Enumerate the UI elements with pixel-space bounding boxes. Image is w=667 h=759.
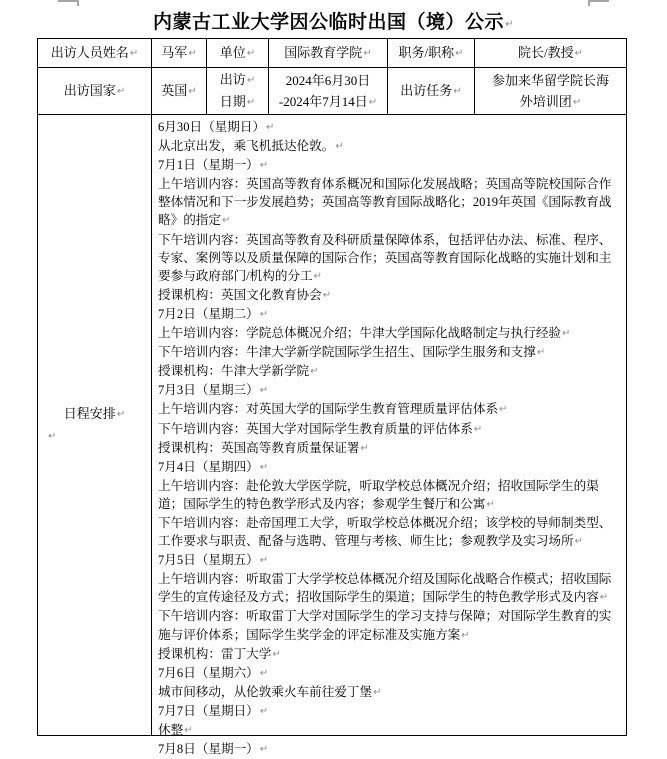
cell-name-value (152, 39, 207, 68)
schedule-paragraph: 7月1日（星期一）↵ (158, 158, 269, 173)
paragraph-mark-icon: ↵ (335, 141, 344, 153)
schedule-label-wrap (40, 116, 149, 734)
schedule-label: 日程安排↵ (63, 406, 126, 421)
text-boundary-mark-top-right-tick (588, 0, 590, 6)
cell-name-label (38, 39, 152, 68)
schedule-paragraph: 下午培训内容：英国大学对国际学生教育质量的评估体系↵ (158, 421, 483, 436)
country-label: 出访国家 (63, 82, 116, 98)
paragraph-mark-icon: ↵ (116, 409, 126, 420)
cell-task-label (388, 68, 475, 115)
task-label: 出访任务 (400, 82, 453, 98)
schedule-paragraph: 城市间移动，从伦敦乘火车前往爱丁堡↵ (158, 684, 382, 699)
paragraph-mark-icon: ↵ (246, 97, 256, 108)
cell-date-value (269, 68, 388, 115)
paragraph-mark-icon: ↵ (572, 96, 582, 108)
schedule-paragraph: 7月2日（星期二）↵ (158, 306, 269, 321)
schedule-paragraph: 从北京出发，乘飞机抵达伦敦。↵ (158, 139, 344, 154)
name-label: 出访人员姓名 (50, 44, 129, 60)
position-label: 职务/职称 (398, 44, 455, 60)
paragraph-mark-icon: ↵ (310, 366, 319, 378)
paragraph-mark-icon: ↵ (246, 47, 256, 59)
text-boundary-mark-top-left-tick (77, 0, 79, 6)
paragraph-mark-icon: ↵ (599, 592, 609, 604)
schedule-paragraph: 上午培训内容：赴伦敦大学医学院，听取学校总体概况介绍；招收国际学生的渠道；国际学生的特色教学形式及内容；参观学生餐厅和公寓↵ (158, 478, 599, 511)
paragraph-mark-icon: ↵ (373, 686, 382, 698)
schedule-label-empty-paragraph (40, 425, 149, 447)
unit-label: 单位 (219, 44, 246, 60)
schedule-paragraph: 下午培训内容：牛津大学新学院国际学生招生、国际学生服务和支撑↵ (158, 345, 546, 360)
paragraph-mark-icon: ↵ (574, 47, 583, 59)
cell-country-value (152, 68, 207, 115)
paragraph-mark-icon: ↵ (505, 19, 514, 30)
table-row-trip (38, 68, 627, 115)
paragraph-mark-icon: ↵ (313, 270, 323, 282)
cell-unit-value (269, 39, 388, 68)
paragraph-mark-icon: ↵ (360, 442, 369, 454)
cell-schedule-content (152, 115, 627, 757)
date-value-line1: 2024年6月30日 (285, 72, 371, 88)
schedule-paragraph: 休整↵ (158, 723, 193, 737)
schedule-paragraph: 上午培训内容：学院总体概况介绍；牛津大学国际化战略制定与执行经验↵ (158, 326, 571, 341)
paragraph-mark-icon: ↵ (221, 215, 231, 227)
table-row-schedule (38, 115, 627, 736)
schedule-paragraph: 7月3日（星期三）↵ (158, 383, 269, 398)
document-title (0, 7, 667, 34)
date-value-line2: -2024年7月14日↵ (278, 93, 378, 109)
paragraph-mark-icon: ↵ (48, 431, 57, 442)
paragraph-mark-icon: ↵ (188, 47, 197, 59)
task-value-line2: 外培训团↵ (519, 93, 582, 109)
paragraph-mark-icon: ↵ (486, 498, 495, 510)
paragraph-mark-icon: ↵ (368, 96, 378, 108)
schedule-paragraph: 授课机构：雷丁大学↵ (158, 646, 281, 661)
text-boundary-mark-top-right (588, 0, 609, 2)
paragraph-mark-icon: ↵ (259, 705, 269, 717)
paragraph-mark-icon: ↵ (259, 160, 269, 172)
schedule-paragraph: 6月30日（星期日）↵ (158, 120, 275, 134)
paragraph-mark-icon: ↵ (188, 85, 197, 97)
schedule-paragraph: 7月5日（星期五）↵ (158, 553, 269, 568)
schedule-paragraph: 7月4日（星期四）↵ (158, 459, 269, 474)
cell-schedule-label (38, 115, 152, 736)
paragraph-mark-icon: ↵ (184, 725, 193, 736)
paragraph-mark-icon: ↵ (259, 308, 269, 320)
cell-unit-label (207, 39, 269, 68)
paragraph-mark-icon: ↵ (455, 47, 464, 59)
paragraph-mark-icon: ↵ (246, 75, 256, 86)
position-value: 院长/教授 (517, 44, 574, 60)
paragraph-mark-icon: ↵ (259, 667, 269, 679)
schedule-paragraph: 下午培训内容：英国高等教育及科研质量保障体系，包括评估办法、标准、程序、专家、案例等以及质量保障的国际合作；英国高等教育国际化战略的实施计划和主要参与政府部门/机构的分工↵ (158, 232, 612, 283)
paragraph-mark-icon: ↵ (259, 385, 269, 397)
date-label-line2: 日期↵ (219, 94, 256, 109)
schedule-paragraph: 授课机构：牛津大学新学院↵ (158, 364, 319, 379)
cell-position-label (388, 39, 475, 68)
schedule-paragraph: 授课机构：英国文化教育协会↵ (158, 287, 332, 302)
table-row-person (38, 39, 627, 68)
paragraph-mark-icon: ↵ (322, 289, 332, 301)
schedule-paragraph: 7月7日（星期日）↵ (158, 703, 269, 718)
paragraph-mark-icon: ↵ (259, 555, 269, 567)
trip-info-table (37, 38, 627, 757)
task-value-line1: 参加来华留学院长海 (491, 72, 609, 88)
paragraph-mark-icon: ↵ (272, 648, 281, 660)
document-title-text: 内蒙古工业大学因公临时出国（境）公示 (153, 12, 505, 33)
paragraph-mark-icon: ↵ (562, 328, 571, 340)
paragraph-mark-icon: ↵ (499, 404, 508, 416)
schedule-paragraph: 下午培训内容：赴帝国理工大学，听取学校总体概况介绍；该学校的导师制类型、工作要求与职责、配备与选聘、管理与考核、师生比；参观教学及实习场所↵ (158, 515, 612, 549)
schedule-paragraph: 7月6日（星期六）↵ (158, 665, 269, 680)
paragraph-mark-icon: ↵ (363, 47, 372, 59)
schedule-paragraph: 上午培训内容：听取雷丁大学学校总体概况介绍及国际化战略合作模式；招收国际学生的宣传途径及方式；招收国际学生的渠道；国际学生的特色教学形式及内容↵ (158, 572, 612, 605)
cell-country-label (38, 68, 152, 115)
text-boundary-mark-top-left (58, 0, 79, 2)
schedule-paragraph: 上午培训内容：英国高等教育体系概况和国际化发展战略；英国高等院校国际合作整体情况和下一步发展趋势；英国高等教育国际战略化；2019年英国《国际教育战略》的指定↵ (158, 177, 612, 228)
country-value: 英国 (161, 82, 188, 98)
paragraph-mark-icon: ↵ (259, 744, 269, 756)
schedule-paragraph: 7月8日（星期一）↵ (158, 742, 269, 757)
paragraph-mark-icon: ↵ (116, 85, 126, 97)
paragraph-mark-icon: ↵ (574, 536, 583, 548)
schedule-paragraphs (154, 116, 624, 757)
cell-position-value (475, 39, 627, 68)
schedule-paragraph: 下午培训内容：听取雷丁大学对国际学生的学习支持与保障；对国际学生教育的实施与评价体系；国际学生奖学金的评定标准及实施方案↵ (158, 609, 612, 642)
paragraph-mark-icon: ↵ (461, 629, 470, 641)
paragraph-mark-icon: ↵ (259, 461, 269, 473)
unit-value: 国际教育学院 (284, 44, 363, 60)
schedule-paragraph: 授课机构：英国高等教育质量保证署↵ (158, 440, 369, 455)
paragraph-mark-icon: ↵ (129, 47, 139, 59)
paragraph-mark-icon: ↵ (453, 85, 462, 97)
cell-date-label (207, 68, 269, 115)
schedule-paragraph: 上午培训内容：对英国大学的国际学生教育管理质量评估体系↵ (158, 402, 508, 417)
date-label-line1: 出访↵ (219, 72, 256, 87)
paragraph-mark-icon: ↵ (266, 122, 275, 133)
paragraph-mark-icon: ↵ (473, 423, 483, 435)
name-value: 马军 (161, 44, 188, 60)
paragraph-mark-icon: ↵ (536, 347, 546, 359)
cell-task-value (475, 68, 627, 115)
